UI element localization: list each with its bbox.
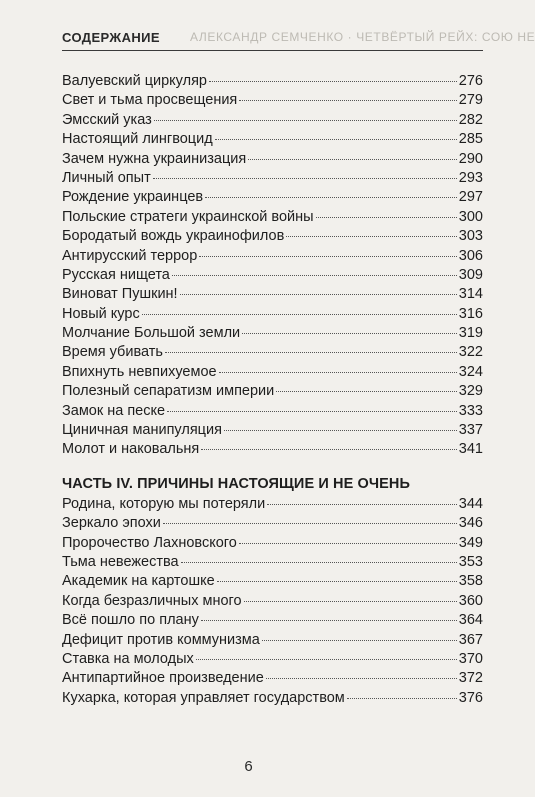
toc-entry [62, 382, 483, 401]
toc-entry [62, 324, 483, 343]
toc-entry-page: 303 [458, 228, 483, 245]
header-rule [62, 50, 483, 51]
toc-entry [62, 208, 483, 227]
toc-entry-page: 285 [458, 131, 483, 148]
dot-leader [219, 372, 457, 373]
toc-entry [62, 611, 483, 630]
toc-entry-title: Время убивать [62, 344, 163, 361]
toc-entry-page: 316 [458, 305, 483, 322]
dot-leader [154, 120, 457, 121]
toc-entry-title: Польские стратеги украинской войны [62, 208, 314, 225]
toc-entry-title: Новый курс [62, 305, 140, 322]
toc-entry-page: 319 [458, 325, 483, 342]
toc-entry-title: Виноват Пушкин! [62, 286, 178, 303]
toc-entry-page: 358 [458, 573, 483, 590]
toc-entry-title: Бородатый вождь украинофилов [62, 228, 285, 245]
dot-leader [167, 411, 457, 412]
toc-entry [62, 169, 483, 188]
dot-leader [142, 314, 457, 315]
toc-entry [62, 343, 483, 362]
toc-entry [62, 650, 483, 669]
dot-leader [239, 543, 457, 544]
dot-leader [316, 217, 457, 218]
toc-entry-title: Антирусский террор [62, 247, 198, 264]
toc-entry [62, 305, 483, 324]
toc-entry-page: 367 [458, 631, 483, 648]
dot-leader [276, 391, 457, 392]
toc-entry-title: Зачем нужна украинизация [62, 150, 247, 167]
dot-leader [347, 698, 457, 699]
dot-leader [201, 449, 457, 450]
toc-entry-page: 297 [458, 189, 483, 206]
toc-entry-page: 279 [458, 92, 483, 109]
toc-entry [62, 592, 483, 611]
toc-entry-page: 324 [458, 363, 483, 380]
toc-entry-page: 282 [458, 111, 483, 128]
toc-entry-title: Всё пошло по плану [62, 612, 199, 629]
toc-entry-title: Академик на картошке [62, 573, 215, 590]
toc-entry-page: 306 [458, 247, 483, 264]
toc-entry-title: Пророчество Лахновского [62, 534, 237, 551]
toc-entry-title: Когда безразличных много [62, 592, 242, 609]
dot-leader [181, 562, 457, 563]
toc-entry [62, 72, 483, 91]
toc-entry [62, 91, 483, 110]
toc-entry [62, 495, 483, 514]
toc-entry [62, 421, 483, 440]
dot-leader [199, 256, 457, 257]
page-header [0, 0, 535, 54]
running-head: АЛЕКСАНДР СЕМЧЕНКО · ЧЕТВЁРТЫЙ РЕЙХ: СОЮ НЕ [190, 30, 535, 44]
toc-entry-page: 322 [458, 344, 483, 361]
toc-entry-page: 376 [458, 689, 483, 706]
toc-entry-title: Кухарка, которая управляет государством [62, 689, 345, 706]
dot-leader [201, 620, 457, 621]
toc-entry-title: Молот и наковальня [62, 441, 200, 458]
dot-leader [165, 352, 457, 353]
toc-entry [62, 266, 483, 285]
toc-entry-page: 344 [458, 495, 483, 512]
toc-entry [62, 669, 483, 688]
toc-entry [62, 402, 483, 421]
toc-entry-page: 341 [458, 441, 483, 458]
toc-entry-title: Настоящий лингвоцид [62, 131, 213, 148]
toc-entry-page: 353 [458, 553, 483, 570]
toc-entry-page: 346 [458, 515, 483, 532]
toc-entry-title: Свет и тьма просвещения [62, 92, 238, 109]
dot-leader [196, 659, 457, 660]
dot-leader [224, 430, 457, 431]
toc-entry-page: 370 [458, 650, 483, 667]
dot-leader [153, 178, 457, 179]
toc-entry [62, 111, 483, 130]
dot-leader [205, 197, 457, 198]
toc-entry-page: 309 [458, 266, 483, 283]
toc-entry [62, 440, 483, 459]
dot-leader [239, 100, 457, 101]
toc-entry-title: Впихнуть невпихуемое [62, 363, 217, 380]
toc-entry-page: 329 [458, 383, 483, 400]
dot-leader [267, 504, 457, 505]
toc-entry [62, 285, 483, 304]
toc-entry-page: 364 [458, 612, 483, 629]
dot-leader [248, 159, 457, 160]
toc-entry-title: Зеркало эпохи [62, 515, 161, 532]
toc-entry-title: Родина, которую мы потеряли [62, 495, 266, 512]
toc-entry-title: Валуевский циркуляр [62, 73, 207, 89]
toc-entry-title: Эмсский указ [62, 111, 152, 128]
toc-entry [62, 150, 483, 169]
toc-entry-page: 349 [458, 534, 483, 551]
dot-leader [286, 236, 457, 237]
toc-entry-title: Дефицит против коммунизма [62, 631, 260, 648]
toc-entry-title: Молчание Большой земли [62, 325, 241, 342]
toc-entry [62, 188, 483, 207]
toc-entry [62, 689, 483, 708]
toc-list-part4 [62, 495, 483, 708]
dot-leader [215, 139, 457, 140]
dot-leader [163, 523, 457, 524]
dot-leader [244, 601, 457, 602]
toc-list-top [62, 72, 483, 460]
toc-entry-title: Замок на песке [62, 402, 166, 419]
toc-entry [62, 572, 483, 591]
toc-entry-page: 337 [458, 422, 483, 439]
toc-entry [62, 363, 483, 382]
page-number: 6 [244, 758, 253, 775]
toc-entry-page: 360 [458, 592, 483, 609]
toc-entry-page: 372 [458, 670, 483, 687]
toc-entry-page: 293 [458, 169, 483, 186]
toc-entry [62, 227, 483, 246]
toc-entry [62, 553, 483, 572]
toc-entry-title: Ставка на молодых [62, 650, 194, 667]
toc-entry-title: Рождение украинцев [62, 189, 204, 206]
toc-entry [62, 247, 483, 266]
part-heading: ЧАСТЬ IV. ПРИЧИНЫ НАСТОЯЩИЕ И НЕ ОЧЕНЬ [62, 475, 411, 492]
toc-entry [62, 534, 483, 553]
toc-entry-title: Циничная манипуляция [62, 422, 222, 439]
toc-entry-title: Антипартийное произведение [62, 670, 264, 687]
toc-entry-title: Русская нищета [62, 266, 170, 283]
toc-entry-page: 300 [458, 208, 483, 225]
dot-leader [172, 275, 457, 276]
dot-leader [217, 581, 457, 582]
table-of-contents [62, 72, 483, 708]
toc-entry [62, 631, 483, 650]
dot-leader [209, 81, 457, 82]
toc-entry-title: Полезный сепаратизм империи [62, 383, 275, 400]
dot-leader [180, 294, 457, 295]
toc-entry [62, 514, 483, 533]
toc-entry-title: Личный опыт [62, 169, 151, 186]
dot-leader [266, 678, 457, 679]
toc-entry-title: Тьма невежества [62, 553, 179, 570]
toc-entry-page: 314 [458, 286, 483, 303]
toc-entry-page: 276 [458, 73, 483, 89]
dot-leader [242, 333, 457, 334]
dot-leader [262, 640, 457, 641]
toc-entry-page: 333 [458, 402, 483, 419]
section-title: СОДЕРЖАНИЕ [62, 30, 160, 45]
toc-entry-page: 290 [458, 150, 483, 167]
toc-entry [62, 130, 483, 149]
